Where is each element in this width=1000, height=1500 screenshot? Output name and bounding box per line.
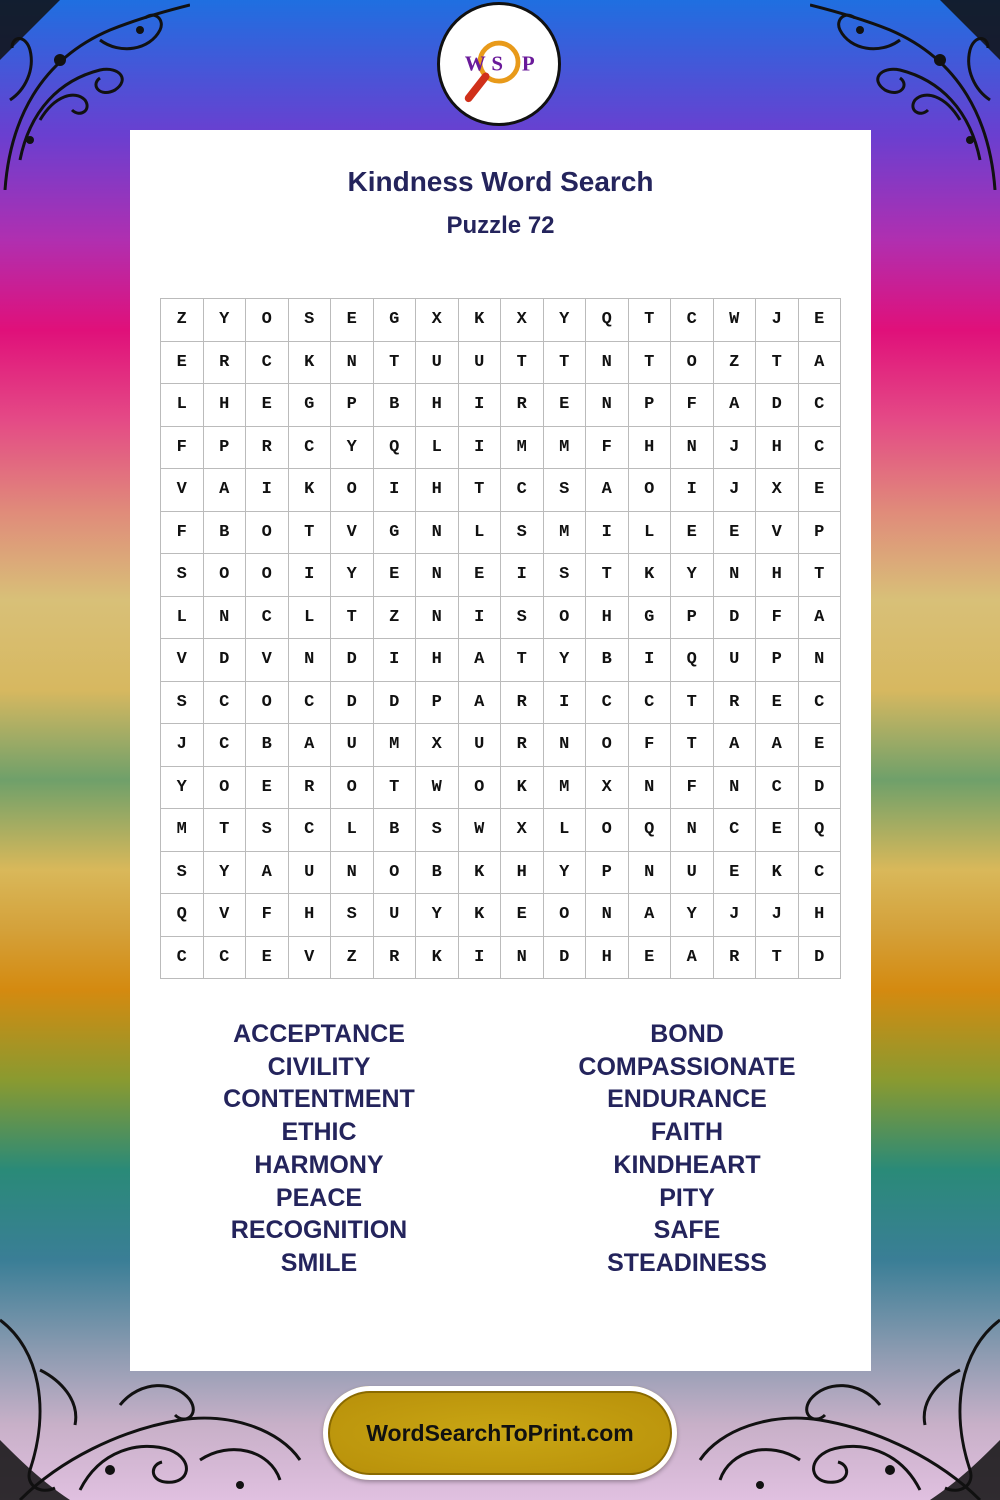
grid-cell[interactable]: S — [501, 512, 544, 555]
grid-cell[interactable]: N — [544, 724, 587, 767]
grid-cell[interactable]: U — [459, 342, 502, 385]
grid-cell[interactable]: Q — [629, 809, 672, 852]
grid-cell[interactable]: E — [799, 724, 842, 767]
grid-cell[interactable]: O — [331, 469, 374, 512]
grid-cell[interactable]: L — [416, 427, 459, 470]
grid-cell[interactable]: R — [714, 682, 757, 725]
grid-cell[interactable]: D — [204, 639, 247, 682]
grid-cell[interactable]: B — [246, 724, 289, 767]
grid-cell[interactable]: I — [671, 469, 714, 512]
grid-cell[interactable]: I — [289, 554, 332, 597]
word-list — [130, 1018, 871, 1280]
grid-cell[interactable]: T — [331, 597, 374, 640]
grid-cell[interactable]: N — [629, 852, 672, 895]
grid-cell[interactable]: N — [586, 342, 629, 385]
grid-cell[interactable]: H — [501, 852, 544, 895]
grid-cell[interactable]: H — [756, 554, 799, 597]
grid-cell[interactable]: J — [714, 894, 757, 937]
website-label: WordSearchToPrint.com — [366, 1419, 634, 1446]
grid-cell[interactable]: Y — [671, 554, 714, 597]
grid-cell[interactable]: F — [161, 512, 204, 555]
grid-cell[interactable]: T — [671, 682, 714, 725]
grid-cell[interactable]: H — [756, 427, 799, 470]
word-item: FAITH — [650, 1118, 724, 1147]
grid-cell[interactable]: E — [629, 937, 672, 980]
grid-cell[interactable]: Z — [374, 597, 417, 640]
word-item: COMPASSIONATE — [578, 1052, 796, 1081]
grid-cell[interactable]: C — [246, 597, 289, 640]
grid-cell[interactable]: Y — [331, 554, 374, 597]
grid-cell[interactable]: O — [544, 597, 587, 640]
grid-cell[interactable]: P — [416, 682, 459, 725]
grid-cell[interactable]: C — [161, 937, 204, 980]
grid-cell[interactable]: H — [629, 427, 672, 470]
grid-cell[interactable]: C — [756, 767, 799, 810]
grid-cell[interactable]: X — [501, 809, 544, 852]
grid-cell[interactable]: H — [416, 639, 459, 682]
grid-cell[interactable]: P — [756, 639, 799, 682]
grid-cell[interactable]: X — [586, 767, 629, 810]
grid-cell[interactable]: Y — [544, 299, 587, 342]
grid-cell[interactable]: F — [756, 597, 799, 640]
grid-cell[interactable]: K — [756, 852, 799, 895]
word-item: CONTENTMENT — [223, 1085, 415, 1114]
grid-cell[interactable]: T — [374, 342, 417, 385]
grid-cell[interactable]: E — [799, 299, 842, 342]
grid-cell[interactable]: I — [459, 597, 502, 640]
grid-cell[interactable]: O — [246, 682, 289, 725]
grid-cell[interactable]: S — [289, 299, 332, 342]
grid-cell[interactable]: I — [374, 469, 417, 512]
grid-cell[interactable]: Y — [671, 894, 714, 937]
word-item: BOND — [650, 1020, 724, 1048]
puzzle-number: Puzzle 72 — [446, 212, 555, 239]
grid-cell[interactable]: T — [629, 342, 672, 385]
grid-cell[interactable]: V — [756, 512, 799, 555]
grid-cell[interactable]: L — [629, 512, 672, 555]
grid-cell[interactable]: O — [671, 342, 714, 385]
grid-cell[interactable]: I — [246, 469, 289, 512]
grid-cell[interactable]: X — [501, 299, 544, 342]
grid-cell[interactable]: C — [246, 342, 289, 385]
grid-cell[interactable]: M — [544, 767, 587, 810]
grid-cell[interactable]: O — [204, 767, 247, 810]
grid-cell[interactable]: I — [586, 512, 629, 555]
grid-cell[interactable]: S — [544, 469, 587, 512]
grid-cell[interactable]: T — [501, 639, 544, 682]
grid-cell[interactable]: K — [416, 937, 459, 980]
word-item: ETHIC — [281, 1118, 357, 1147]
grid-cell[interactable]: T — [204, 809, 247, 852]
grid-cell[interactable]: L — [161, 597, 204, 640]
grid-cell[interactable]: Y — [331, 427, 374, 470]
grid-cell[interactable]: A — [459, 682, 502, 725]
grid-cell[interactable]: A — [459, 639, 502, 682]
word-item: ACCEPTANCE — [233, 1020, 405, 1048]
grid-cell[interactable]: H — [204, 384, 247, 427]
grid-cell[interactable]: N — [416, 512, 459, 555]
grid-cell[interactable]: B — [204, 512, 247, 555]
puzzle-card — [130, 130, 871, 1371]
grid-cell[interactable]: Y — [544, 852, 587, 895]
grid-cell[interactable]: J — [756, 299, 799, 342]
grid-cell[interactable]: F — [629, 724, 672, 767]
grid-cell[interactable]: N — [714, 554, 757, 597]
grid-cell[interactable]: M — [374, 724, 417, 767]
grid-cell[interactable]: B — [586, 639, 629, 682]
grid-cell[interactable]: B — [374, 384, 417, 427]
grid-cell[interactable]: W — [714, 299, 757, 342]
grid-cell[interactable]: V — [204, 894, 247, 937]
grid-cell[interactable]: R — [501, 682, 544, 725]
grid-cell[interactable]: D — [799, 937, 842, 980]
word-list-right — [503, 1018, 871, 1280]
grid-cell[interactable]: Z — [714, 342, 757, 385]
logo-letter-w: W — [464, 51, 486, 76]
grid-cell[interactable]: T — [544, 342, 587, 385]
grid-cell[interactable]: T — [629, 299, 672, 342]
grid-cell[interactable]: T — [756, 937, 799, 980]
grid-cell[interactable]: W — [416, 767, 459, 810]
grid-cell[interactable]: O — [586, 809, 629, 852]
grid-cell[interactable]: K — [459, 299, 502, 342]
grid-cell[interactable]: T — [586, 554, 629, 597]
grid-cell[interactable]: F — [161, 427, 204, 470]
grid-cell[interactable]: S — [331, 894, 374, 937]
grid-cell[interactable]: U — [459, 724, 502, 767]
grid-cell[interactable]: N — [671, 809, 714, 852]
grid-cell[interactable]: U — [671, 852, 714, 895]
grid-cell[interactable]: B — [416, 852, 459, 895]
grid-cell[interactable]: N — [331, 852, 374, 895]
grid-cell[interactable]: A — [671, 937, 714, 980]
grid-cell[interactable]: E — [374, 554, 417, 597]
grid-cell[interactable]: H — [416, 469, 459, 512]
grid-cell[interactable]: M — [544, 427, 587, 470]
grid-cell[interactable]: Y — [544, 639, 587, 682]
grid-cell[interactable]: O — [246, 554, 289, 597]
grid-cell[interactable]: F — [246, 894, 289, 937]
grid-cell[interactable]: I — [374, 639, 417, 682]
grid-cell[interactable]: J — [714, 427, 757, 470]
grid-cell[interactable]: J — [714, 469, 757, 512]
grid-cell[interactable]: E — [161, 342, 204, 385]
grid-cell[interactable]: K — [289, 342, 332, 385]
grid-cell[interactable]: R — [289, 767, 332, 810]
grid-cell[interactable]: K — [629, 554, 672, 597]
grid-cell[interactable]: U — [714, 639, 757, 682]
grid-cell[interactable]: N — [714, 767, 757, 810]
word-item: HARMONY — [254, 1150, 384, 1179]
grid-cell[interactable]: C — [204, 682, 247, 725]
grid-cell[interactable]: N — [671, 427, 714, 470]
logo-letter-s: S — [491, 51, 504, 76]
grid-cell[interactable]: N — [501, 937, 544, 980]
grid-cell[interactable]: H — [416, 384, 459, 427]
puzzle-title: Kindness Word Search — [347, 166, 654, 197]
word-item: PITY — [659, 1183, 715, 1212]
grid-cell[interactable]: O — [629, 469, 672, 512]
grid-cell[interactable]: R — [374, 937, 417, 980]
grid-cell[interactable]: O — [459, 767, 502, 810]
grid-cell[interactable]: C — [204, 724, 247, 767]
grid-cell[interactable]: S — [161, 682, 204, 725]
grid-cell[interactable]: H — [586, 937, 629, 980]
grid-cell[interactable]: Y — [204, 852, 247, 895]
grid-cell[interactable]: I — [459, 937, 502, 980]
grid-cell[interactable]: B — [374, 809, 417, 852]
grid-cell[interactable]: C — [501, 469, 544, 512]
grid-cell[interactable]: E — [459, 554, 502, 597]
grid-cell[interactable]: C — [204, 937, 247, 980]
grid-cell[interactable]: N — [799, 639, 842, 682]
letter-grid — [160, 298, 841, 979]
grid-cell[interactable]: R — [714, 937, 757, 980]
grid-cell[interactable]: S — [544, 554, 587, 597]
logo-letter-p: P — [521, 51, 535, 76]
grid-cell[interactable]: Y — [204, 299, 247, 342]
grid-cell[interactable]: Z — [161, 299, 204, 342]
grid-cell[interactable]: C — [714, 809, 757, 852]
grid-cell[interactable]: C — [289, 809, 332, 852]
grid-cell[interactable]: A — [204, 469, 247, 512]
grid-cell[interactable]: A — [799, 342, 842, 385]
grid-cell[interactable]: L — [459, 512, 502, 555]
grid-cell[interactable]: G — [374, 512, 417, 555]
grid-cell[interactable]: C — [629, 682, 672, 725]
wsp-logo[interactable] — [437, 2, 561, 126]
grid-cell[interactable]: R — [204, 342, 247, 385]
grid-cell[interactable]: K — [459, 852, 502, 895]
grid-cell[interactable]: P — [671, 597, 714, 640]
grid-cell[interactable]: A — [714, 384, 757, 427]
word-list-left — [130, 1018, 503, 1280]
grid-cell[interactable]: L — [544, 809, 587, 852]
word-item: KINDHEART — [613, 1150, 761, 1179]
grid-cell[interactable]: P — [629, 384, 672, 427]
grid-cell[interactable]: A — [799, 597, 842, 640]
grid-cell[interactable]: E — [246, 384, 289, 427]
grid-cell[interactable]: P — [331, 384, 374, 427]
word-item: CIVILITY — [267, 1052, 371, 1081]
grid-cell[interactable]: Y — [161, 767, 204, 810]
grid-cell[interactable]: X — [416, 299, 459, 342]
grid-cell[interactable]: C — [799, 682, 842, 725]
grid-cell[interactable]: A — [586, 469, 629, 512]
grid-cell[interactable]: D — [714, 597, 757, 640]
grid-cell[interactable]: F — [671, 767, 714, 810]
grid-cell[interactable]: E — [756, 809, 799, 852]
grid-cell[interactable]: K — [459, 894, 502, 937]
grid-cell[interactable]: Q — [671, 639, 714, 682]
grid-cell[interactable]: C — [289, 427, 332, 470]
grid-cell[interactable]: N — [586, 384, 629, 427]
grid-cell[interactable]: D — [374, 682, 417, 725]
grid-cell[interactable]: N — [204, 597, 247, 640]
grid-cell[interactable]: U — [289, 852, 332, 895]
grid-cell[interactable]: T — [671, 724, 714, 767]
grid-cell[interactable]: T — [501, 342, 544, 385]
grid-cell[interactable]: C — [586, 682, 629, 725]
grid-cell[interactable]: T — [374, 767, 417, 810]
website-button[interactable] — [323, 1386, 677, 1480]
grid-cell[interactable]: O — [204, 554, 247, 597]
grid-cell[interactable]: E — [714, 512, 757, 555]
grid-cell[interactable]: L — [161, 384, 204, 427]
grid-cell[interactable]: N — [416, 597, 459, 640]
grid-cell[interactable]: C — [671, 299, 714, 342]
grid-cell[interactable]: L — [331, 809, 374, 852]
grid-cell[interactable]: M — [501, 427, 544, 470]
grid-cell[interactable]: T — [799, 554, 842, 597]
grid-cell[interactable]: N — [289, 639, 332, 682]
grid-cell[interactable]: A — [246, 852, 289, 895]
grid-cell[interactable]: N — [629, 767, 672, 810]
grid-cell[interactable]: F — [586, 427, 629, 470]
grid-cell[interactable]: R — [246, 427, 289, 470]
grid-cell[interactable]: E — [671, 512, 714, 555]
grid-cell[interactable]: N — [586, 894, 629, 937]
grid-cell[interactable]: U — [416, 342, 459, 385]
grid-cell[interactable]: T — [459, 469, 502, 512]
grid-cell[interactable]: K — [289, 469, 332, 512]
grid-cell[interactable]: G — [374, 299, 417, 342]
grid-cell[interactable]: Q — [374, 427, 417, 470]
grid-cell[interactable]: E — [799, 469, 842, 512]
grid-cell[interactable]: X — [416, 724, 459, 767]
grid-cell[interactable]: N — [416, 554, 459, 597]
grid-cell[interactable]: D — [331, 682, 374, 725]
grid-cell[interactable]: W — [459, 809, 502, 852]
grid-cell[interactable]: V — [331, 512, 374, 555]
grid-cell[interactable]: V — [246, 639, 289, 682]
grid-cell[interactable]: O — [374, 852, 417, 895]
grid-cell[interactable]: O — [544, 894, 587, 937]
grid-cell[interactable]: M — [544, 512, 587, 555]
grid-cell[interactable]: A — [629, 894, 672, 937]
grid-cell[interactable]: U — [374, 894, 417, 937]
grid-cell[interactable]: C — [799, 427, 842, 470]
grid-cell[interactable]: O — [246, 512, 289, 555]
magnifier-logo-icon — [440, 5, 558, 123]
grid-cell[interactable]: T — [756, 342, 799, 385]
grid-cell[interactable]: V — [161, 469, 204, 512]
grid-cell[interactable]: I — [629, 639, 672, 682]
grid-cell[interactable]: Y — [416, 894, 459, 937]
grid-cell[interactable]: C — [799, 384, 842, 427]
grid-cell[interactable]: H — [289, 894, 332, 937]
grid-cell[interactable]: I — [459, 384, 502, 427]
grid-cell[interactable]: S — [161, 852, 204, 895]
grid-cell[interactable]: R — [501, 384, 544, 427]
grid-cell[interactable]: I — [459, 427, 502, 470]
word-item: RECOGNITION — [230, 1216, 408, 1245]
grid-cell[interactable]: E — [501, 894, 544, 937]
grid-cell[interactable]: Z — [331, 937, 374, 980]
grid-cell[interactable]: Q — [586, 299, 629, 342]
grid-cell[interactable]: T — [289, 512, 332, 555]
grid-cell[interactable]: A — [714, 724, 757, 767]
grid-cell[interactable]: N — [331, 342, 374, 385]
grid-cell[interactable]: U — [331, 724, 374, 767]
grid-cell[interactable]: H — [586, 597, 629, 640]
grid-cell[interactable]: V — [161, 639, 204, 682]
grid-cell[interactable]: C — [289, 682, 332, 725]
grid-cell[interactable]: E — [714, 852, 757, 895]
grid-cell[interactable]: D — [544, 937, 587, 980]
grid-cell[interactable]: P — [799, 512, 842, 555]
grid-cell[interactable]: E — [544, 384, 587, 427]
grid-cell[interactable]: M — [161, 809, 204, 852]
grid-cell[interactable]: S — [416, 809, 459, 852]
grid-cell[interactable]: I — [544, 682, 587, 725]
grid-cell[interactable]: O — [246, 299, 289, 342]
grid-cell[interactable]: X — [756, 469, 799, 512]
grid-cell[interactable]: J — [756, 894, 799, 937]
grid-cell[interactable]: G — [289, 384, 332, 427]
grid-cell[interactable]: O — [586, 724, 629, 767]
grid-cell[interactable]: F — [671, 384, 714, 427]
grid-cell[interactable]: V — [289, 937, 332, 980]
grid-cell[interactable]: E — [246, 937, 289, 980]
grid-cell[interactable]: S — [161, 554, 204, 597]
word-item: SAFE — [653, 1216, 721, 1245]
grid-cell[interactable]: G — [629, 597, 672, 640]
grid-cell[interactable]: K — [501, 767, 544, 810]
grid-cell[interactable]: S — [501, 597, 544, 640]
word-item: PEACE — [275, 1183, 363, 1212]
grid-cell[interactable]: H — [799, 894, 842, 937]
grid-cell[interactable]: P — [586, 852, 629, 895]
grid-cell[interactable]: L — [289, 597, 332, 640]
word-item: SMILE — [280, 1248, 358, 1277]
grid-cell[interactable]: D — [331, 639, 374, 682]
grid-cell[interactable]: J — [161, 724, 204, 767]
word-item: STEADINESS — [607, 1248, 767, 1277]
grid-cell[interactable]: D — [799, 767, 842, 810]
grid-cell[interactable]: C — [799, 852, 842, 895]
grid-cell[interactable]: O — [331, 767, 374, 810]
grid-cell[interactable]: A — [289, 724, 332, 767]
grid-cell[interactable]: S — [246, 809, 289, 852]
grid-cell[interactable]: R — [501, 724, 544, 767]
grid-cell[interactable]: P — [204, 427, 247, 470]
grid-cell[interactable]: I — [501, 554, 544, 597]
grid-cell[interactable]: E — [246, 767, 289, 810]
word-item: ENDURANCE — [607, 1085, 767, 1114]
grid-cell[interactable]: Q — [161, 894, 204, 937]
grid-cell[interactable]: E — [756, 682, 799, 725]
grid-cell[interactable]: D — [756, 384, 799, 427]
grid-cell[interactable]: Q — [799, 809, 842, 852]
grid-cell[interactable]: A — [756, 724, 799, 767]
grid-cell[interactable]: E — [331, 299, 374, 342]
